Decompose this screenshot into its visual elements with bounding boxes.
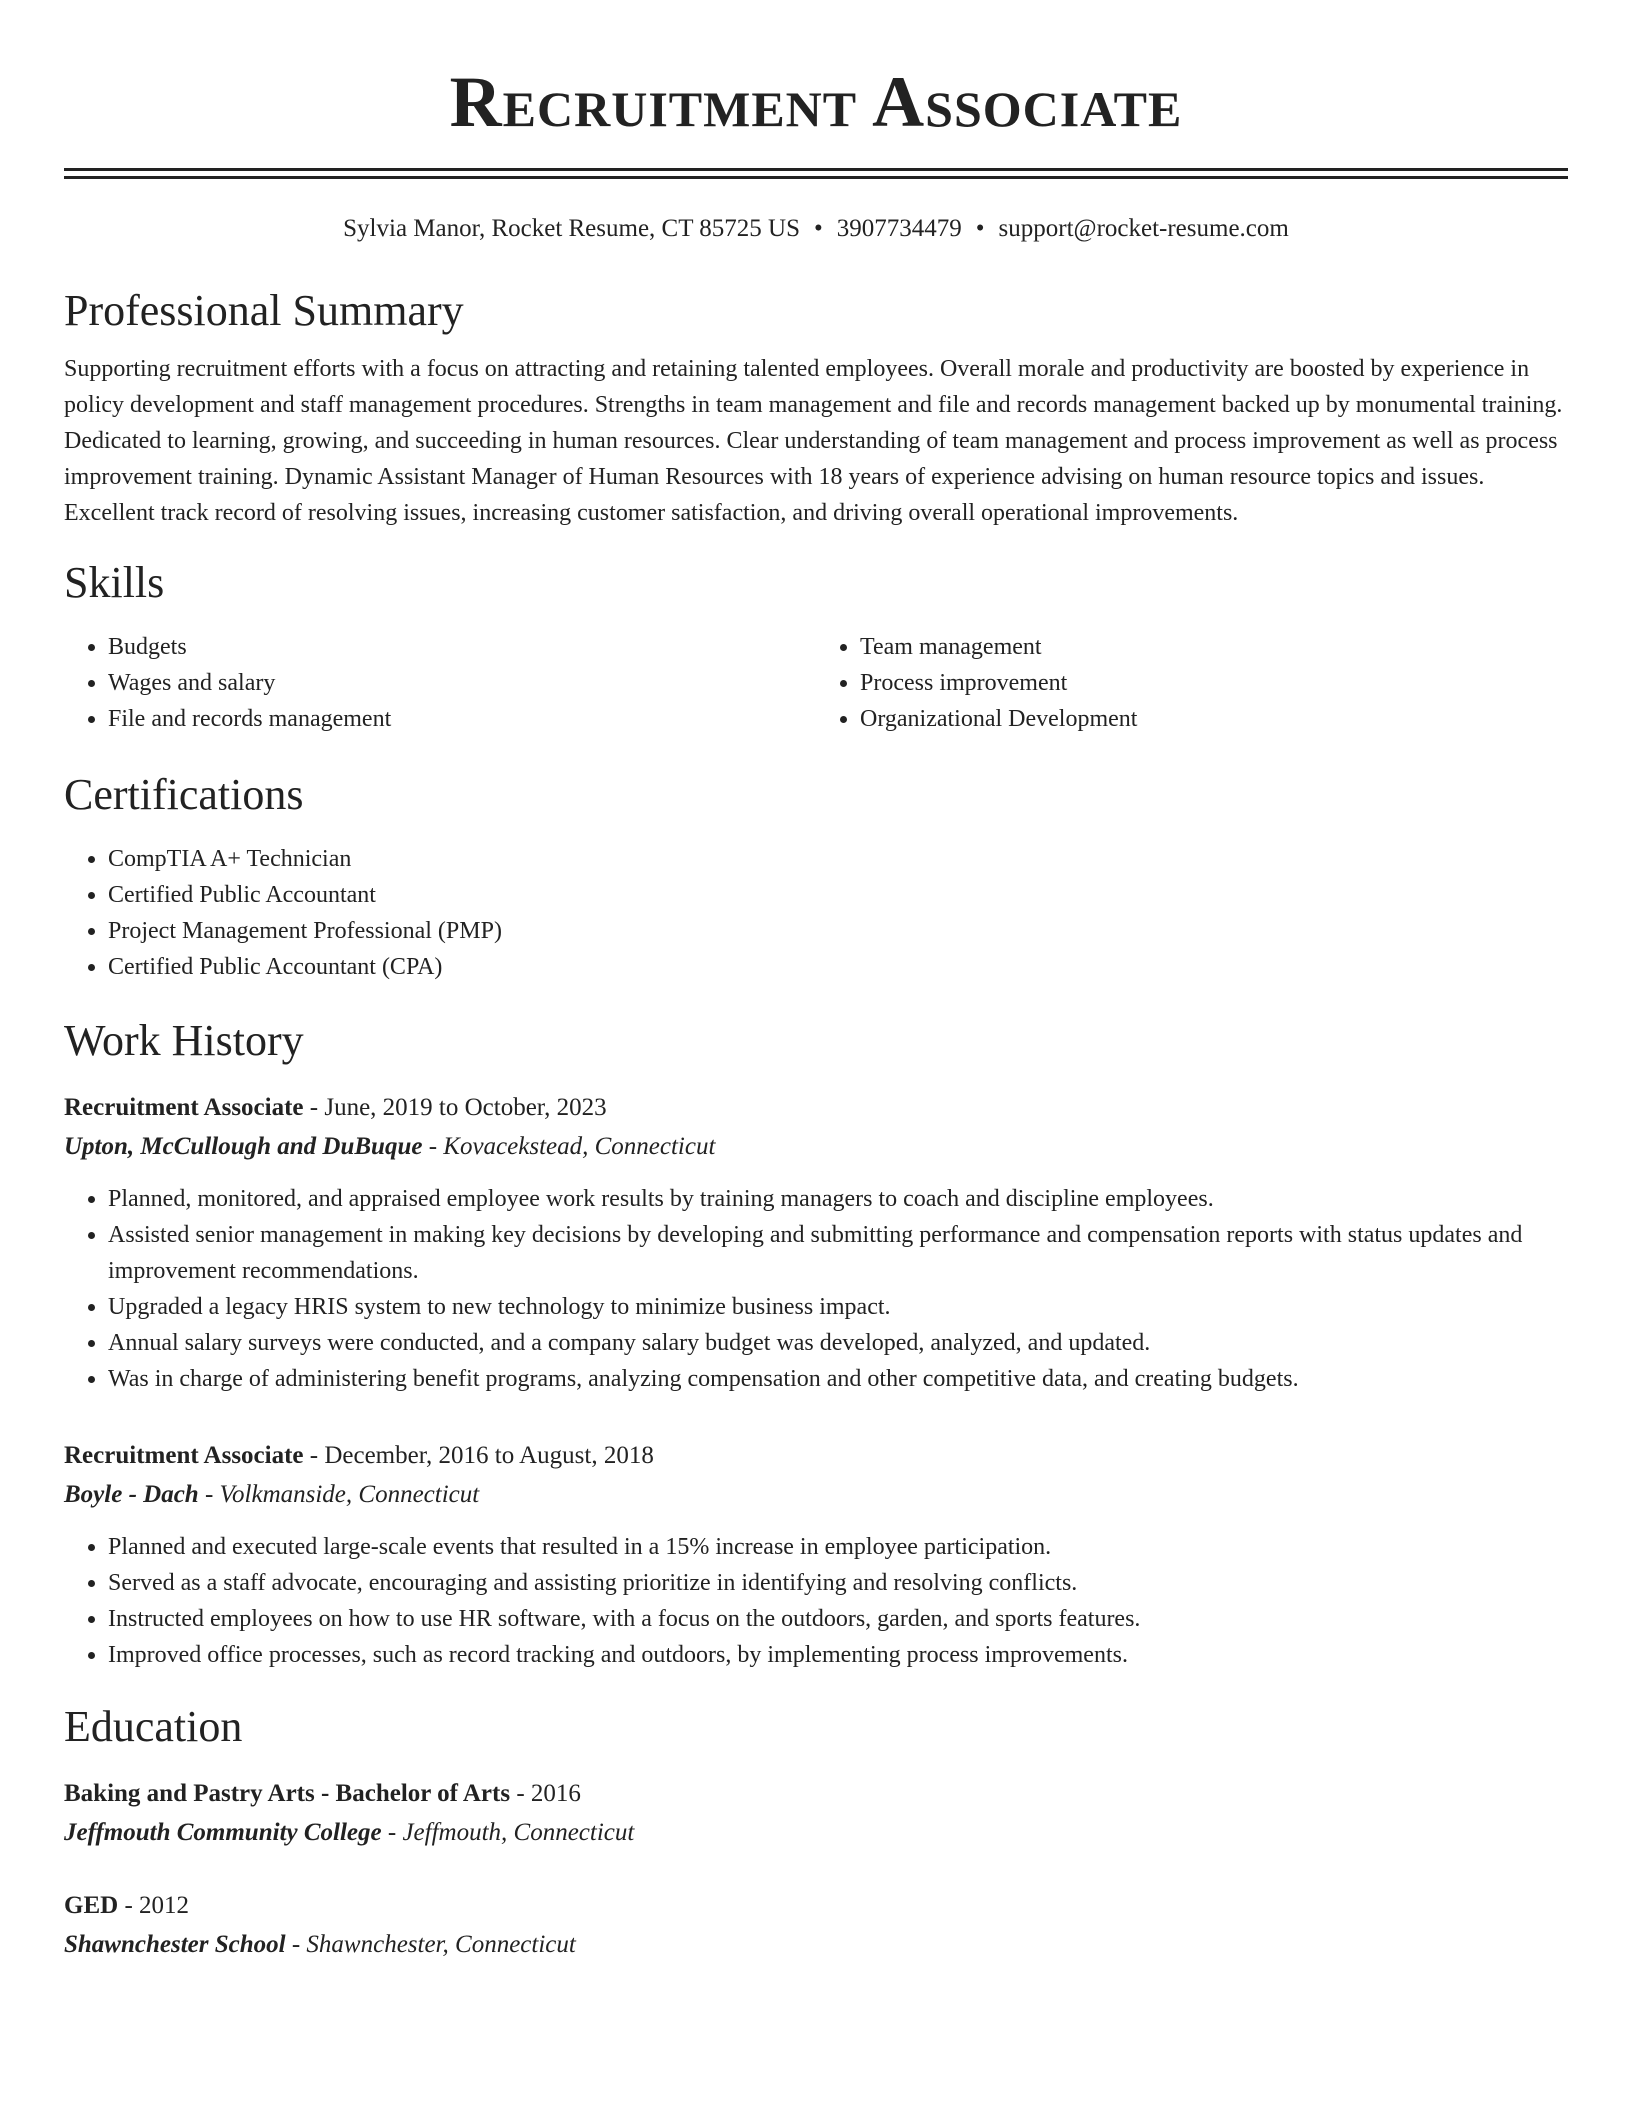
job-company: Boyle - Dach bbox=[64, 1481, 199, 1508]
job-header bbox=[64, 1089, 1568, 1127]
job-bullets bbox=[64, 1181, 1568, 1397]
job-entry bbox=[64, 1089, 1568, 1397]
job-employer bbox=[64, 1127, 1568, 1167]
certification-item: • Certified Public Accountant (CPA) bbox=[108, 949, 1568, 985]
job-bullet: • Served as a staff advocate, encouraging and assisting prioritize in identifying and resolving conflicts. bbox=[108, 1565, 1568, 1601]
job-title: Recruitment Associate bbox=[64, 1442, 304, 1469]
job-location: - Kovacekstead, Connecticut bbox=[422, 1133, 716, 1160]
job-dates: - June, 2019 to October, 2023 bbox=[303, 1094, 607, 1121]
contact-line bbox=[64, 213, 1568, 245]
skill-item: • Budgets bbox=[108, 629, 816, 665]
contact-separator: • bbox=[975, 215, 985, 242]
education-entry bbox=[64, 1775, 1568, 1853]
job-bullet: • Instructed employees on how to use HR software, with a focus on the outdoors, garden, and sports features. bbox=[108, 1601, 1568, 1637]
education-school-line bbox=[64, 1813, 1568, 1853]
work-history-heading: Work History bbox=[64, 1016, 304, 1065]
education-degree: Baking and Pastry Arts - Bachelor of Arts bbox=[64, 1780, 511, 1807]
education-school: Jeffmouth Community College bbox=[64, 1819, 382, 1846]
title-divider bbox=[64, 168, 1568, 179]
education-entry bbox=[64, 1887, 1568, 1965]
skill-item: • Wages and salary bbox=[108, 665, 816, 701]
education-degree-line bbox=[64, 1887, 1568, 1925]
job-location: - Volkmanside, Connecticut bbox=[198, 1481, 480, 1508]
job-bullets bbox=[64, 1529, 1568, 1673]
skills-heading: Skills bbox=[64, 558, 165, 607]
job-bullet: • Planned, monitored, and appraised employee work results by training managers to coach and discipline employees. bbox=[108, 1181, 1568, 1217]
education-school: Shawnchester School bbox=[64, 1931, 286, 1958]
job-entry bbox=[64, 1437, 1568, 1673]
resume-title: Recruitment Associate bbox=[449, 62, 1183, 142]
job-title: Recruitment Associate bbox=[64, 1094, 304, 1121]
skill-item: • Process improvement bbox=[860, 665, 1568, 701]
job-bullet: • Improved office processes, such as record tracking and outdoors, by implementing process improvements. bbox=[108, 1637, 1568, 1673]
education-year: - 2012 bbox=[118, 1892, 190, 1919]
contact-address: Sylvia Manor, Rocket Resume, CT 85725 US bbox=[343, 215, 801, 242]
certification-item: • Certified Public Accountant bbox=[108, 877, 1568, 913]
job-header bbox=[64, 1437, 1568, 1475]
skill-item: • File and records management bbox=[108, 701, 816, 737]
job-bullet: • Assisted senior management in making key decisions by developing and submitting performance and compensation reports with status updates and improvement recommendations. bbox=[108, 1217, 1568, 1289]
certification-item: • Project Management Professional (PMP) bbox=[108, 913, 1568, 949]
skill-item: • Organizational Development bbox=[860, 701, 1568, 737]
contact-phone: 3907734479 bbox=[836, 215, 962, 242]
education-school-line bbox=[64, 1925, 1568, 1965]
skills-column-left bbox=[64, 629, 816, 737]
job-bullet: • Planned and executed large-scale events that resulted in a 15% increase in employee participation. bbox=[108, 1529, 1568, 1565]
certifications-heading: Certifications bbox=[64, 770, 304, 819]
education-year: - 2016 bbox=[510, 1780, 581, 1807]
certifications-list bbox=[64, 841, 1568, 985]
job-employer bbox=[64, 1475, 1568, 1515]
job-bullet: • Was in charge of administering benefit programs, analyzing compensation and other competitive data, and creating budgets. bbox=[108, 1361, 1568, 1397]
job-dates: - December, 2016 to August, 2018 bbox=[303, 1442, 654, 1469]
education-heading: Education bbox=[64, 1702, 243, 1751]
contact-email: support@rocket-resume.com bbox=[998, 215, 1289, 242]
skills-list bbox=[64, 629, 1568, 737]
job-bullet: • Upgraded a legacy HRIS system to new technology to minimize business impact. bbox=[108, 1289, 1568, 1325]
education-location: - Shawnchester, Connecticut bbox=[285, 1931, 576, 1958]
job-company: Upton, McCullough and DuBuque bbox=[64, 1133, 423, 1160]
education-degree-line bbox=[64, 1775, 1568, 1813]
education-degree: GED bbox=[64, 1892, 119, 1919]
summary-heading: Professional Summary bbox=[64, 286, 464, 335]
contact-separator: • bbox=[814, 215, 823, 242]
skill-item: • Team management bbox=[860, 629, 1568, 665]
job-bullet: • Annual salary surveys were conducted, and a company salary budget was developed, analyzed, and updated. bbox=[108, 1325, 1568, 1361]
education-location: - Jeffmouth, Connecticut bbox=[381, 1819, 635, 1846]
skills-column-right bbox=[816, 629, 1568, 737]
summary-text: Supporting recruitment efforts with a focus on attracting and retaining talented employees. Overall morale and productivity are boosted by experience in policy development and staff management procedures. Strengths in team management and file and records management backed up by monumental training. Dedicated to learning, growing, and succeeding in human resources. Clear understanding of team management and process improvement as well as process improvement training. Dynamic Assistant Manager of Human Resources with 18 years of experience advising on human resource topics and issues. Excellent track record of resolving issues, increasing customer satisfaction, and driving overall operational improvements. bbox=[64, 356, 1563, 526]
certification-item: • CompTIA A+ Technician bbox=[108, 841, 1568, 877]
